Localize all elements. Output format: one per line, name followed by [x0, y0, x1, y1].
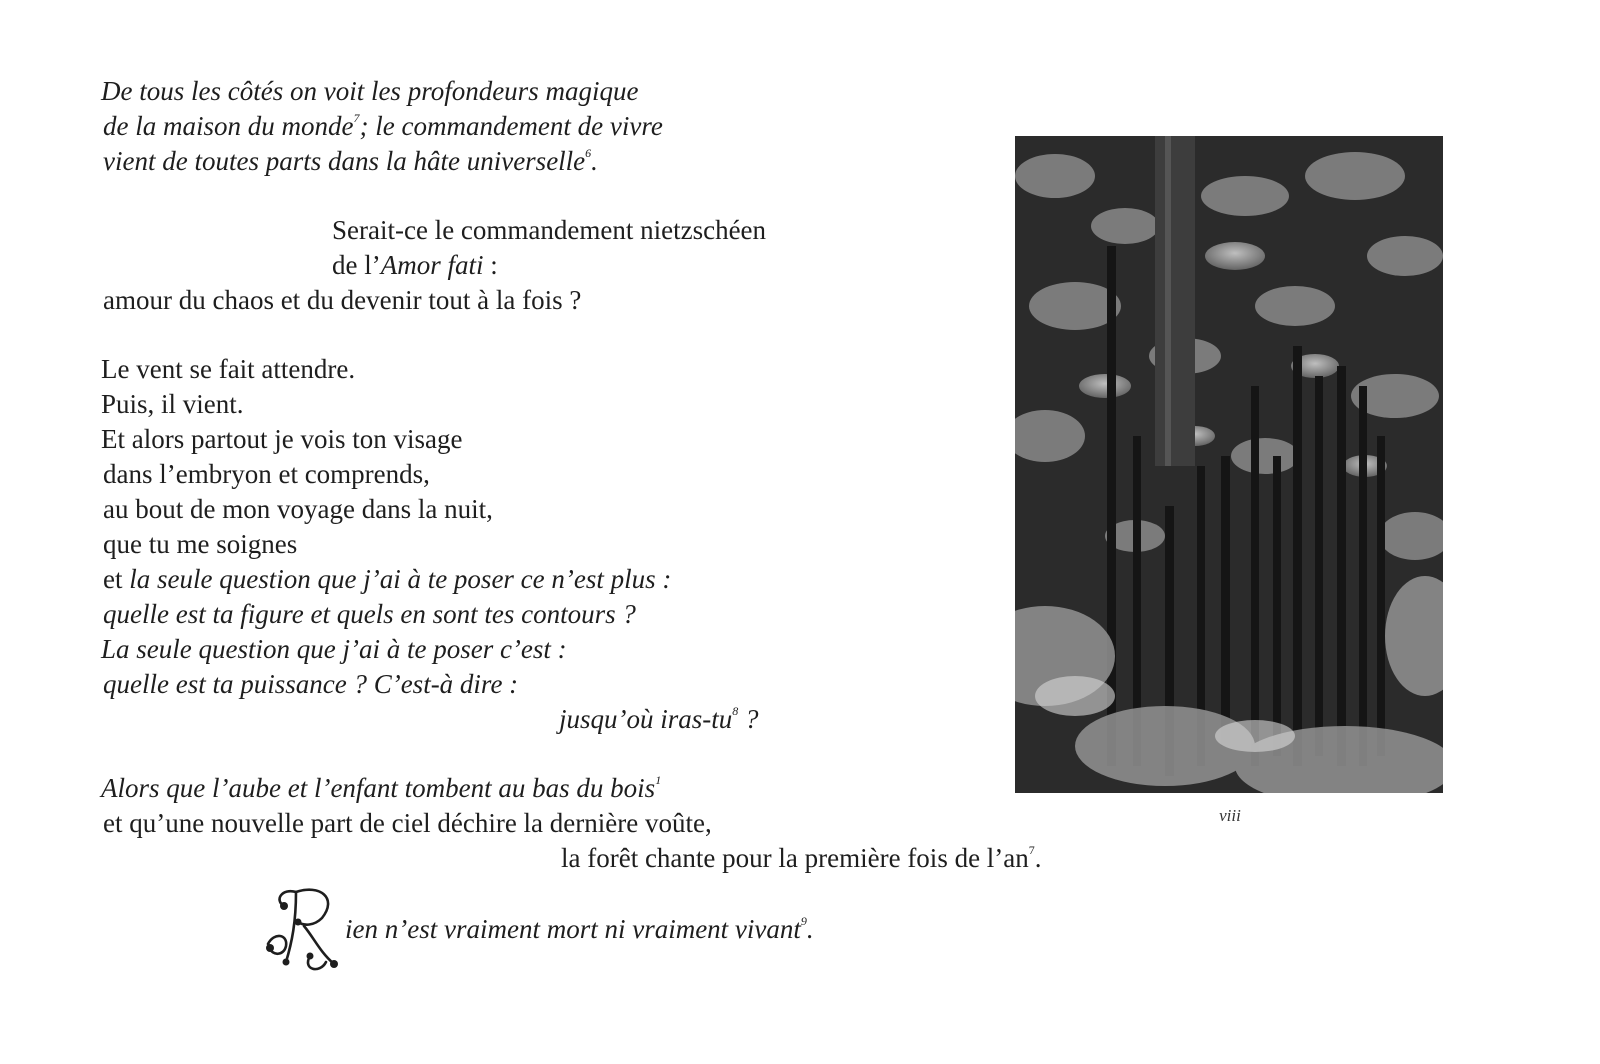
text-span: . [1034, 843, 1042, 873]
footnote-ref: 7 [1028, 843, 1035, 857]
text-span: et [103, 564, 130, 594]
poem-line: au bout de mon voyage dans la nuit, [103, 494, 493, 524]
poem-line [103, 109, 663, 144]
poem-line: Puis, il vient. [101, 389, 244, 419]
poem-line: De tous les côtés on voit les profondeurs magique [101, 76, 639, 106]
footnote-ref: 9 [800, 914, 807, 928]
text-span: vient de toutes parts dans la hâte universelle [103, 146, 586, 176]
poem-line: quelle est ta puissance ? C’est-à dire : [103, 669, 519, 699]
footnote-ref: 6 [585, 146, 592, 160]
text-span: ; le commandement de vivre [359, 111, 663, 141]
poem-line: Serait-ce le commandement nietzschéen [332, 215, 767, 245]
footnote-ref: 7 [353, 111, 360, 125]
text-span: de l’ [332, 250, 381, 280]
text-span-italic: la seule question que j’ai à te poser ce n’est plus : [129, 564, 672, 594]
text-span: . [806, 914, 814, 944]
poem-line [103, 562, 671, 597]
text-span: : [483, 250, 498, 280]
text-span: de la maison du monde [103, 111, 354, 141]
ornamental-dropcap-r [262, 882, 348, 974]
poem-line: que tu me soignes [103, 529, 298, 559]
poem-line: quelle est ta figure et quels en sont tes contours ? [103, 599, 636, 629]
poem-line: Le vent se fait attendre. [101, 354, 356, 384]
poem-line: et qu’une nouvelle part de ciel déchire la dernière voûte, [103, 808, 712, 838]
text-span: Alors que l’aube et l’enfant tombent au bas du bois [101, 773, 656, 803]
poem-line: dans l’embryon et comprends, [103, 459, 430, 489]
text-span: ien n’est vraiment mort ni vraiment vivant [345, 914, 801, 944]
poem-line [332, 248, 498, 283]
poem-closing-line [345, 912, 814, 947]
text-span: . [591, 146, 598, 176]
poem-line [561, 841, 1042, 876]
text-span: la forêt chante pour la première fois de l’an [561, 843, 1029, 873]
poem-line: La seule question que j’ai à te poser c’est : [101, 634, 567, 664]
forest-photograph-image [1015, 136, 1443, 793]
text-span: jusqu’où iras-tu [559, 704, 733, 734]
poem-line: amour du chaos et du devenir tout à la fois ? [103, 285, 582, 315]
photo-caption: viii [1219, 806, 1241, 825]
footnote-ref: 1 [655, 773, 662, 787]
footnote-ref: 8 [732, 704, 739, 718]
poem-line [101, 771, 661, 806]
poem-line: Et alors partout je vois ton visage [101, 424, 463, 454]
poem-line [103, 144, 598, 179]
text-span: ? [738, 704, 759, 734]
forest-photograph [1015, 136, 1443, 793]
text-span-italic: Amor fati [380, 250, 484, 280]
poem-line [559, 702, 759, 737]
